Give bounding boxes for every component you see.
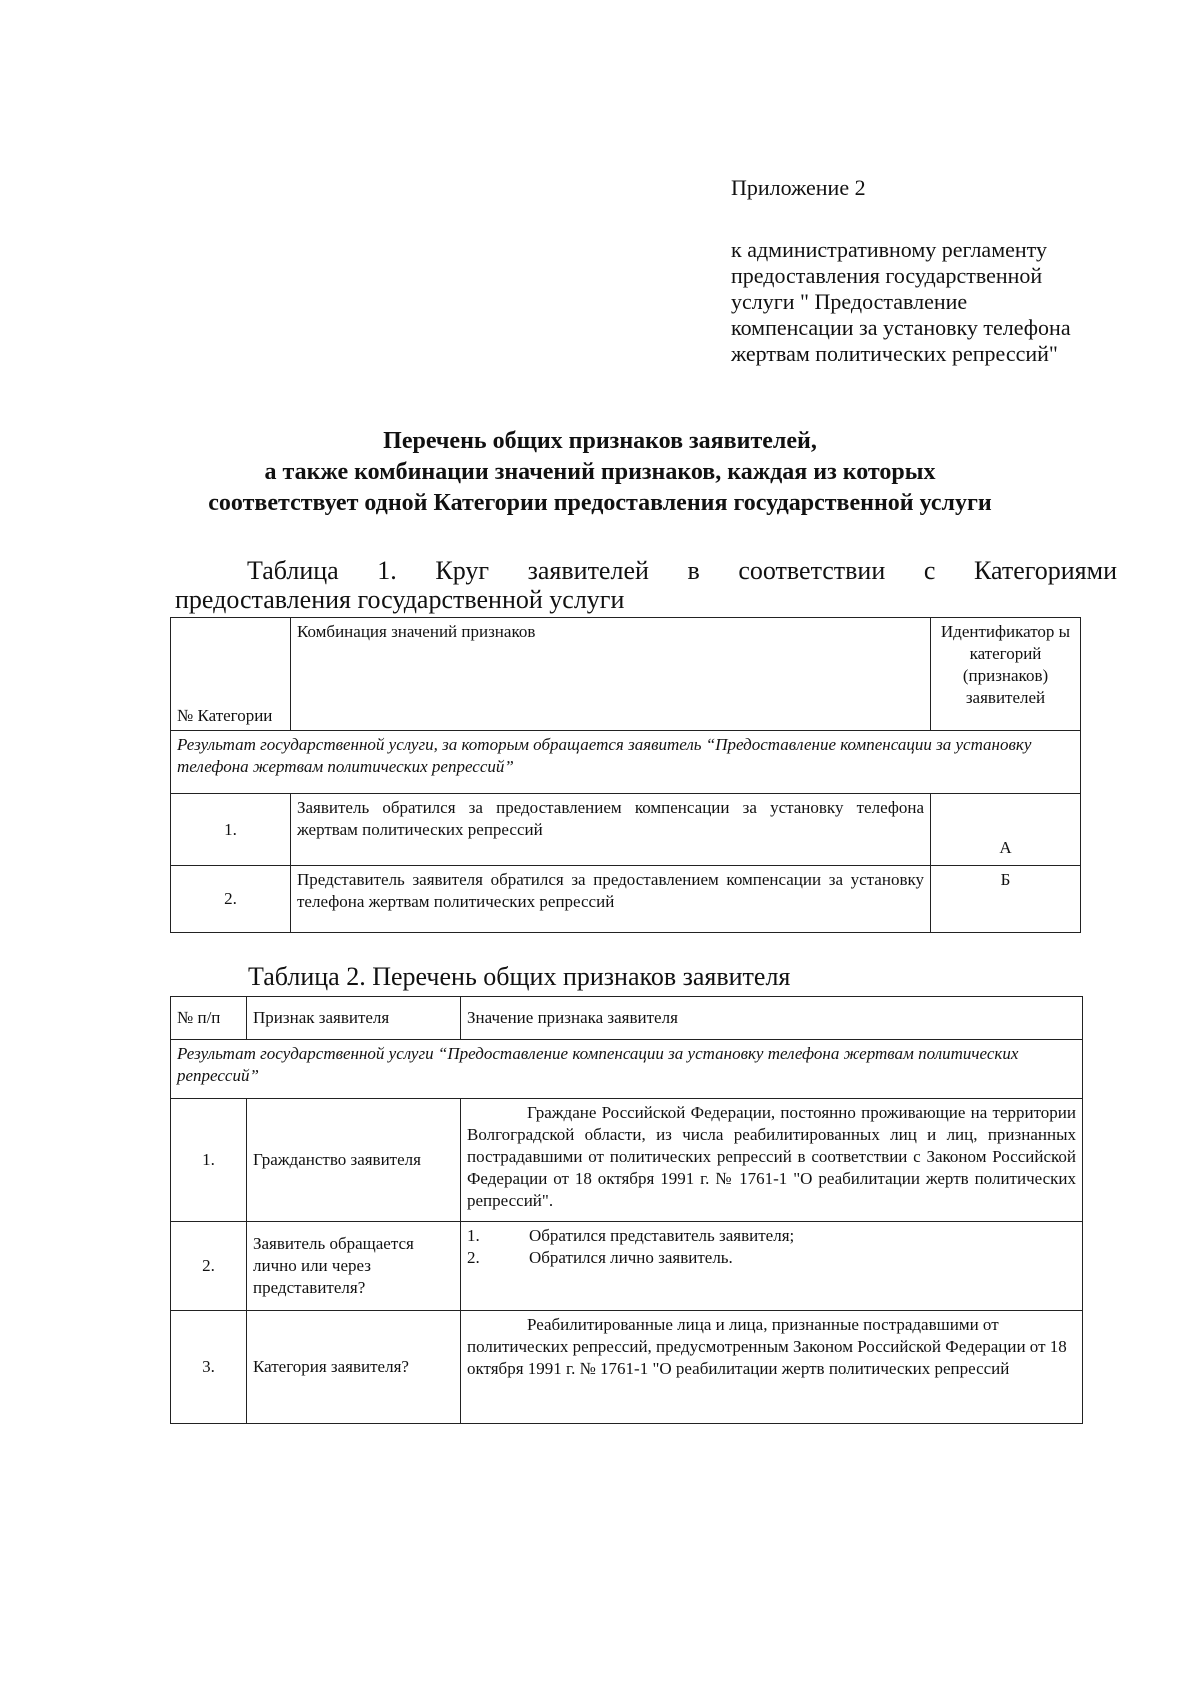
table-row (171, 1222, 1083, 1311)
section-result: Результат государственной услуги, за которым обращается заявитель “Предоставление компенсации за установку телефона жертвам политических репрессий” (171, 731, 1081, 794)
appendix-line: услуги " Предоставление (731, 289, 968, 314)
table-row (171, 794, 1081, 866)
row-number: 1. (171, 1099, 247, 1222)
attribute-value (461, 1222, 1083, 1311)
table-header-row (171, 997, 1083, 1040)
table-row (171, 1311, 1083, 1424)
combination-description: Заявитель обратился за предоставлением компенсации за установку телефона жертвам политических репрессий (291, 794, 931, 866)
caption-word: Круг (435, 556, 490, 585)
row-number: 2. (171, 1222, 247, 1311)
option-item (467, 1225, 1076, 1247)
option-text: Обратился представитель заявителя; (529, 1226, 795, 1245)
document-title (160, 426, 1040, 519)
caption-word: 1. (377, 556, 397, 585)
header-identifiers: Идентификатор ы категорий (признаков) заявителей (931, 618, 1081, 731)
table-attributes (170, 996, 1083, 1424)
table-section-row (171, 731, 1081, 794)
attribute-name: Категория заявителя? (247, 1311, 461, 1424)
table2-caption: Таблица 2. Перечень общих признаков заявителя (248, 962, 791, 991)
table-row (171, 866, 1081, 933)
appendix-line: компенсации за установку телефона (731, 315, 1071, 340)
caption-word: соответствии (738, 556, 886, 585)
table-section-row (171, 1040, 1083, 1099)
caption-word: Категориями (973, 556, 1117, 585)
attribute-name: Гражданство заявителя (247, 1099, 461, 1222)
table-categories (170, 617, 1081, 933)
option-text: Обратился лично заявитель. (529, 1248, 733, 1267)
table-header-row (171, 618, 1081, 731)
option-number: 2. (467, 1248, 480, 1267)
caption-word: Таблица (247, 556, 339, 585)
caption-word: заявителей (527, 556, 649, 585)
table1-caption (175, 556, 1117, 614)
appendix-number: Приложение 2 (731, 175, 866, 200)
header-number: № п/п (171, 997, 247, 1040)
caption-word: с (923, 556, 936, 585)
table-row (171, 1099, 1083, 1222)
combination-description: Представитель заявителя обратился за предоставлением компенсации за установку телефона жертвам политических репрессий (291, 866, 931, 933)
category-identifier: А (931, 794, 1081, 866)
category-number: 1. (171, 794, 291, 866)
section-result: Результат государственной услуги “Предоставление компенсации за установку телефона жертвам политических репрессий” (171, 1040, 1083, 1099)
option-item (467, 1247, 1076, 1269)
title-line: а также комбинации значений признаков, каждая из которых (264, 459, 936, 485)
title-line: соответствует одной Категории предоставления государственной услуги (208, 490, 992, 516)
appendix-line: жертвам политических репрессий" (731, 341, 1058, 366)
category-identifier: Б (931, 866, 1081, 933)
category-number: 2. (171, 866, 291, 933)
header-value: Значение признака заявителя (461, 997, 1083, 1040)
title-line: Перечень общих признаков заявителей, (383, 428, 817, 454)
attribute-value: Граждане Российской Федерации, постоянно проживающие на территории Волгоградской области, из числа реабилитированных лиц и лиц, признанных пострадавшими от политических репрессий в соответствии с Законом Российской Федерации от 18 октября 1991 г. № 1761-1 "О реабилитации жертв политических репрессий". (461, 1099, 1083, 1222)
caption-word: в (687, 556, 700, 585)
row-number: 3. (171, 1311, 247, 1424)
option-number: 1. (467, 1226, 480, 1245)
header-attribute: Признак заявителя (247, 997, 461, 1040)
appendix-line: к административному регламенту (731, 237, 1047, 262)
attribute-name: Заявитель обращается лично или через представителя? (247, 1222, 461, 1311)
header-category-number: № Категории (171, 618, 291, 731)
appendix-block (731, 175, 1131, 367)
caption-line: предоставления государственной услуги (175, 585, 625, 614)
header-combination: Комбинация значений признаков (291, 618, 931, 731)
attribute-value: Реабилитированные лица и лица, признанные пострадавшими от политических репрессий, предусмотренным Законом Российской Федерации от 18 октября 1991 г. № 1761-1 "О реабилитации жертв политических репрессий (461, 1311, 1083, 1424)
appendix-line: предоставления государственной (731, 263, 1043, 288)
